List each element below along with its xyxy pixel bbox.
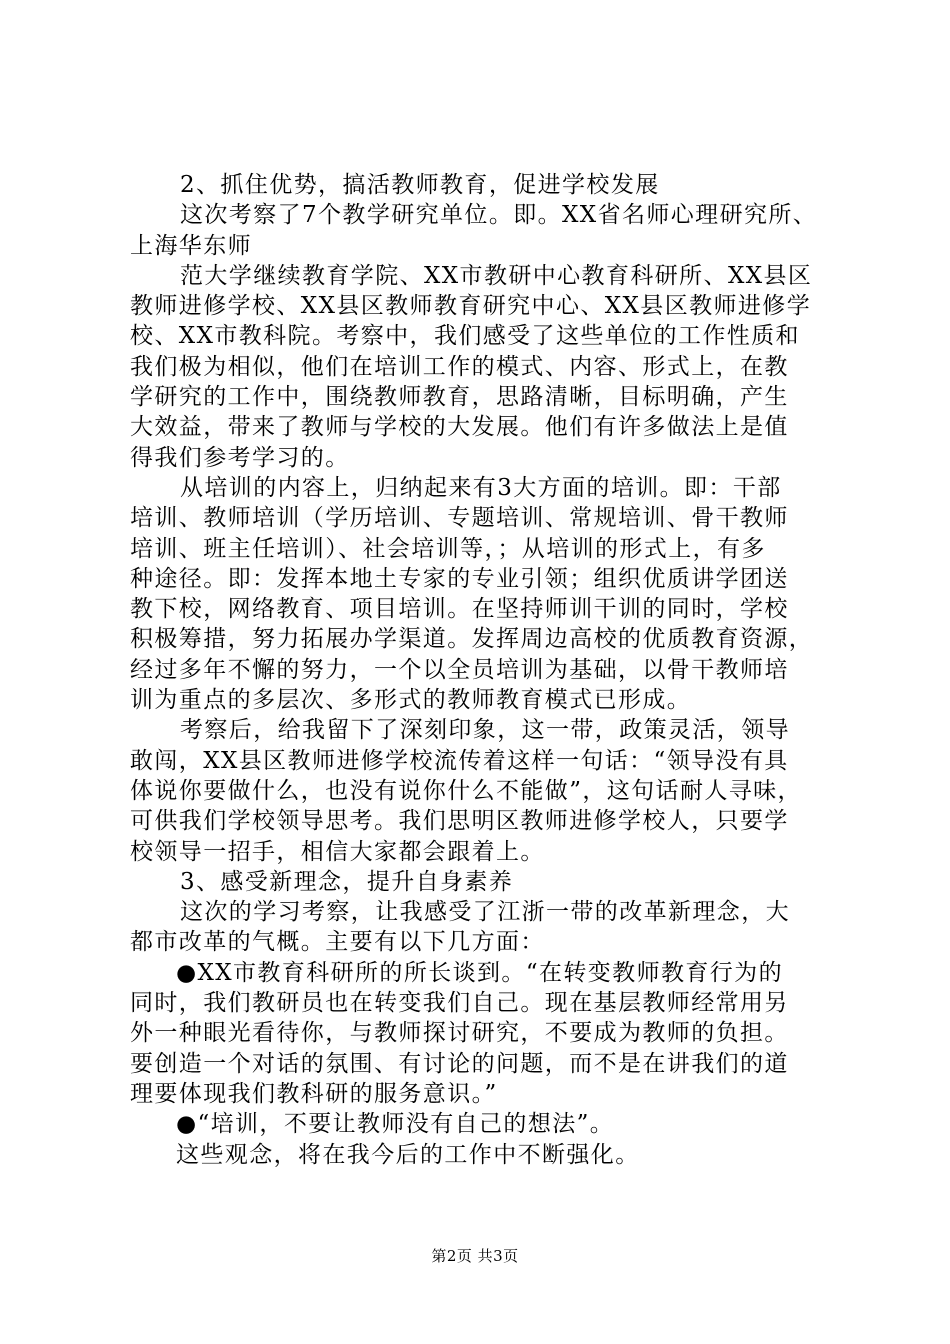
bullet-line: ●XX市教育科研所的所长谈到。“在转变教师教育行为的 xyxy=(176,959,783,986)
paragraph-line: 同时，我们教研员也在转变我们自己。现在基层教师经常用另 xyxy=(130,990,789,1017)
paragraph-line: 要创造一个对话的氛围、有讨论的问题，而不是在讲我们的道 xyxy=(130,1050,789,1077)
paragraph-line: 培训、班主任培训）、社会培训等，；从培训的形式上，有多 xyxy=(130,535,766,562)
paragraph-line: 这次考察了7个教学研究单位。即。XX省名师心理研究所、 xyxy=(180,202,818,229)
document-body xyxy=(130,170,830,1170)
paragraph-line: 理要体现我们教科研的服务意识。” xyxy=(130,1080,498,1107)
paragraph-line: 范大学继续教育学院、XX市教研中心教育科研所、XX县区 xyxy=(180,262,813,289)
section-heading: 2、抓住优势，搞活教师教育，促进学校发展 xyxy=(180,172,660,198)
paragraph-line: 体说你要做什么，也没有说你什么不能做”，这句话耐人寻味， xyxy=(130,777,802,804)
paragraph-line: 这次的学习考察，让我感受了江浙一带的改革新理念，大 xyxy=(180,899,790,926)
paragraph-line: 积极筹措，努力拓展办学渠道。发挥周边高校的优质教育资源， xyxy=(130,626,814,653)
paragraph-line: 校、XX市教科院。考察中，我们感受了这些单位的工作性质和 xyxy=(130,323,800,350)
paragraph-line: 培训、教师培训（学历培训、专题培训、常规培训、骨干教师 xyxy=(130,505,789,532)
paragraph-line: 教师进修学校、XX县区教师教育研究中心、XX县区教师进修学 xyxy=(130,293,812,320)
paragraph-line: 敢闯，XX县区教师进修学校流传着这样一句话：“领导没有具 xyxy=(130,747,789,774)
paragraph-line: 上海华东师 xyxy=(130,232,252,259)
paragraph-line: 可供我们学校领导思考。我们思明区教师进修学校人，只要学 xyxy=(130,808,789,835)
paragraph-line: 考察后，给我留下了深刻印象，这一带，政策灵活，领导 xyxy=(180,717,790,744)
paragraph-line: 外一种眼光看待你，与教师探讨研究，不要成为教师的负担。 xyxy=(130,1020,789,1047)
paragraph-line: 校领导一招手，相信大家都会跟着上。 xyxy=(130,838,545,865)
paragraph-line: 这些观念，将在我今后的工作中不断强化。 xyxy=(176,1141,640,1168)
paragraph-line: 从培训的内容上，归纳起来有3大方面的培训。即：干部 xyxy=(180,474,782,501)
paragraph-line: 大效益，带来了教师与学校的大发展。他们有许多做法上是值 xyxy=(130,414,789,441)
paragraph-line: 学研究的工作中，围绕教师教育，思路清晰，目标明确，产生 xyxy=(130,384,789,411)
paragraph-line: 经过多年不懈的努力，一个以全员培训为基础，以骨干教师培 xyxy=(130,656,789,683)
page-number: 第2页 共3页 xyxy=(431,1247,519,1265)
section-heading: 3、感受新理念，提升自身素养 xyxy=(180,868,514,895)
paragraph-line: 训为重点的多层次、多形式的教师教育模式已形成。 xyxy=(130,687,692,714)
paragraph-line: 我们极为相似，他们在培训工作的模式、内容、形式上，在教 xyxy=(130,353,789,380)
paragraph-line: 种途径。即：发挥本地土专家的专业引领；组织优质讲学团送 xyxy=(130,565,789,592)
paragraph-line: 得我们参考学习的。 xyxy=(130,444,350,471)
bullet-line: ●“培训，不要让教师没有自己的想法”。 xyxy=(176,1111,615,1138)
paragraph-line: 教下校，网络教育、项目培训。在坚持师训干训的同时，学校 xyxy=(130,596,789,623)
paragraph-line: 都市改革的气概。主要有以下几方面： xyxy=(130,929,545,956)
